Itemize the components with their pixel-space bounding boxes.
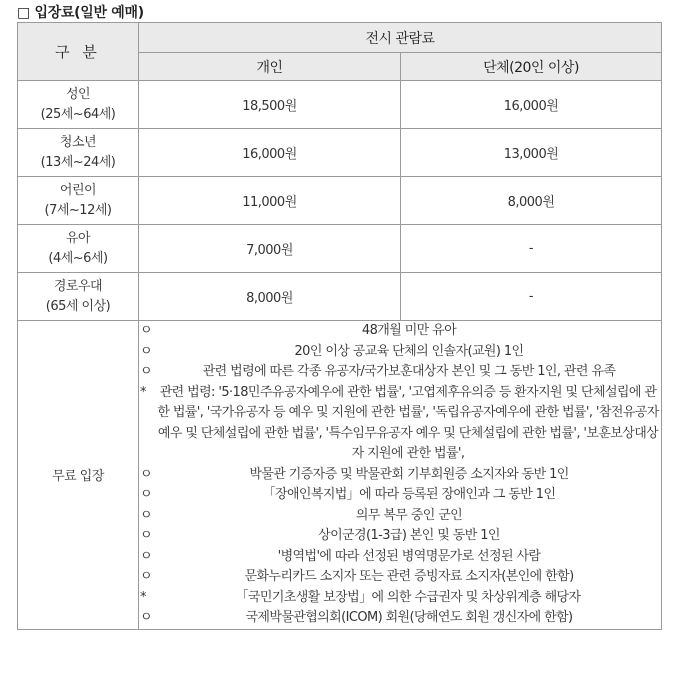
bullet-icon: ㅇ <box>140 323 152 338</box>
group-price: 13,000원 <box>401 129 662 177</box>
list-item: ㅇ 상이군경(1-3급) 본인 및 동반 1인 <box>139 526 661 547</box>
category-age: (7세~12세) <box>44 202 112 218</box>
bullet-icon: ㅇ <box>140 528 152 543</box>
free-entry-list <box>139 321 662 630</box>
category-name: 유아 <box>65 230 91 246</box>
bullet-icon: ㅇ <box>140 364 152 379</box>
group-price: - <box>401 225 662 273</box>
bullet-icon: ㅇ <box>140 507 152 523</box>
list-item: ㅇ 20인 이상 공교육 단체의 인솔자(교원) 1인 <box>139 342 661 363</box>
category-name: 어린이 <box>59 182 97 198</box>
individual-price: 7,000원 <box>139 225 401 273</box>
group-header: 단체(20인 이상) <box>401 53 662 81</box>
row-category <box>18 273 139 321</box>
asterisk-icon: * <box>140 384 146 400</box>
row-category <box>18 225 139 273</box>
category-age: (4세~6세) <box>48 250 108 266</box>
category-name: 성인 <box>65 86 91 102</box>
group-price: 16,000원 <box>401 81 662 129</box>
table-row <box>18 177 662 225</box>
individual-price: 11,000원 <box>139 177 401 225</box>
row-category <box>18 129 139 177</box>
free-entry-row <box>18 321 662 630</box>
list-item: ㅇ 48개월 미만 유아 <box>139 321 661 342</box>
list-item: * 「국민기초생활 보장법」에 의한 수급권자 및 차상위계층 해당자 <box>139 588 661 609</box>
category-header: 구 분 <box>18 23 139 81</box>
free-entry-label: 무료 입장 <box>18 321 139 630</box>
list-item: ㅇ 박물관 기증자증 및 박물관회 기부회원증 소지자와 동반 1인 <box>139 465 661 486</box>
individual-price: 18,500원 <box>139 81 401 129</box>
list-item: ㅇ 국제박물관협의회(ICOM) 회원(당해연도 회원 갱신자에 한함) <box>139 608 661 629</box>
law-note: * 관련 법령: '5·18민주유공자예우에 관한 법률', '고엽제후유의증 등 환자지원 및 단체설립에 관한 법률', '국가유공자 등 예우 및 지원에 관한 법률', '독립유공자예우에 관한 법률', '참전유공자예우 및 단체설립에 관한 법률', '특수임무유공자 예우 및 단체설립에 관한 법률', '보훈보상대상자 지원에 관한 법률', <box>140 384 659 461</box>
category-age: (13세~24세) <box>40 154 116 170</box>
category-name: 경로우대 <box>53 278 103 294</box>
category-age: (25세~64세) <box>40 106 116 122</box>
list-item: ㅇ 「장애인복지법」에 따라 등록된 장애인과 그 동반 1인 <box>139 485 661 506</box>
list-item: ㅇ 관련 법령에 따른 각종 유공자/국가보훈대상자 본인 및 그 동반 1인, 관련 유족 <box>139 362 661 383</box>
category-name: 청소년 <box>59 134 97 150</box>
list-item: ㅇ 의무 복무 중인 군인 <box>139 506 661 527</box>
bullet-icon: ㅇ <box>140 343 152 359</box>
exhibition-fee-header: 전시 관람료 <box>139 23 662 53</box>
table-row <box>18 225 662 273</box>
section-title: □ 입장료(일반 예매) <box>17 5 144 21</box>
bullet-icon: ㅇ <box>140 487 152 502</box>
individual-header: 개인 <box>139 53 401 81</box>
individual-price: 16,000원 <box>139 129 401 177</box>
category-age: (65세 이상) <box>45 298 111 314</box>
list-item: ㅇ 문화누리카드 소지자 또는 관련 증빙자료 소지자(본인에 한함) <box>139 567 661 588</box>
group-price: 8,000원 <box>401 177 662 225</box>
table-row <box>18 273 662 321</box>
bullet-icon: ㅇ <box>140 466 152 482</box>
bullet-icon: ㅇ <box>140 548 152 564</box>
row-category <box>18 177 139 225</box>
asterisk-icon: * <box>140 589 146 605</box>
bullet-icon: ㅇ <box>140 569 152 584</box>
row-category <box>18 81 139 129</box>
bullet-icon: ㅇ <box>140 610 152 625</box>
table-row <box>18 81 662 129</box>
individual-price: 8,000원 <box>139 273 401 321</box>
table-row <box>18 129 662 177</box>
admission-fee-table <box>17 22 662 630</box>
list-item: ㅇ '병역법'에 따라 선정된 병역명문가로 선정된 사람 <box>139 547 661 568</box>
group-price: - <box>401 273 662 321</box>
